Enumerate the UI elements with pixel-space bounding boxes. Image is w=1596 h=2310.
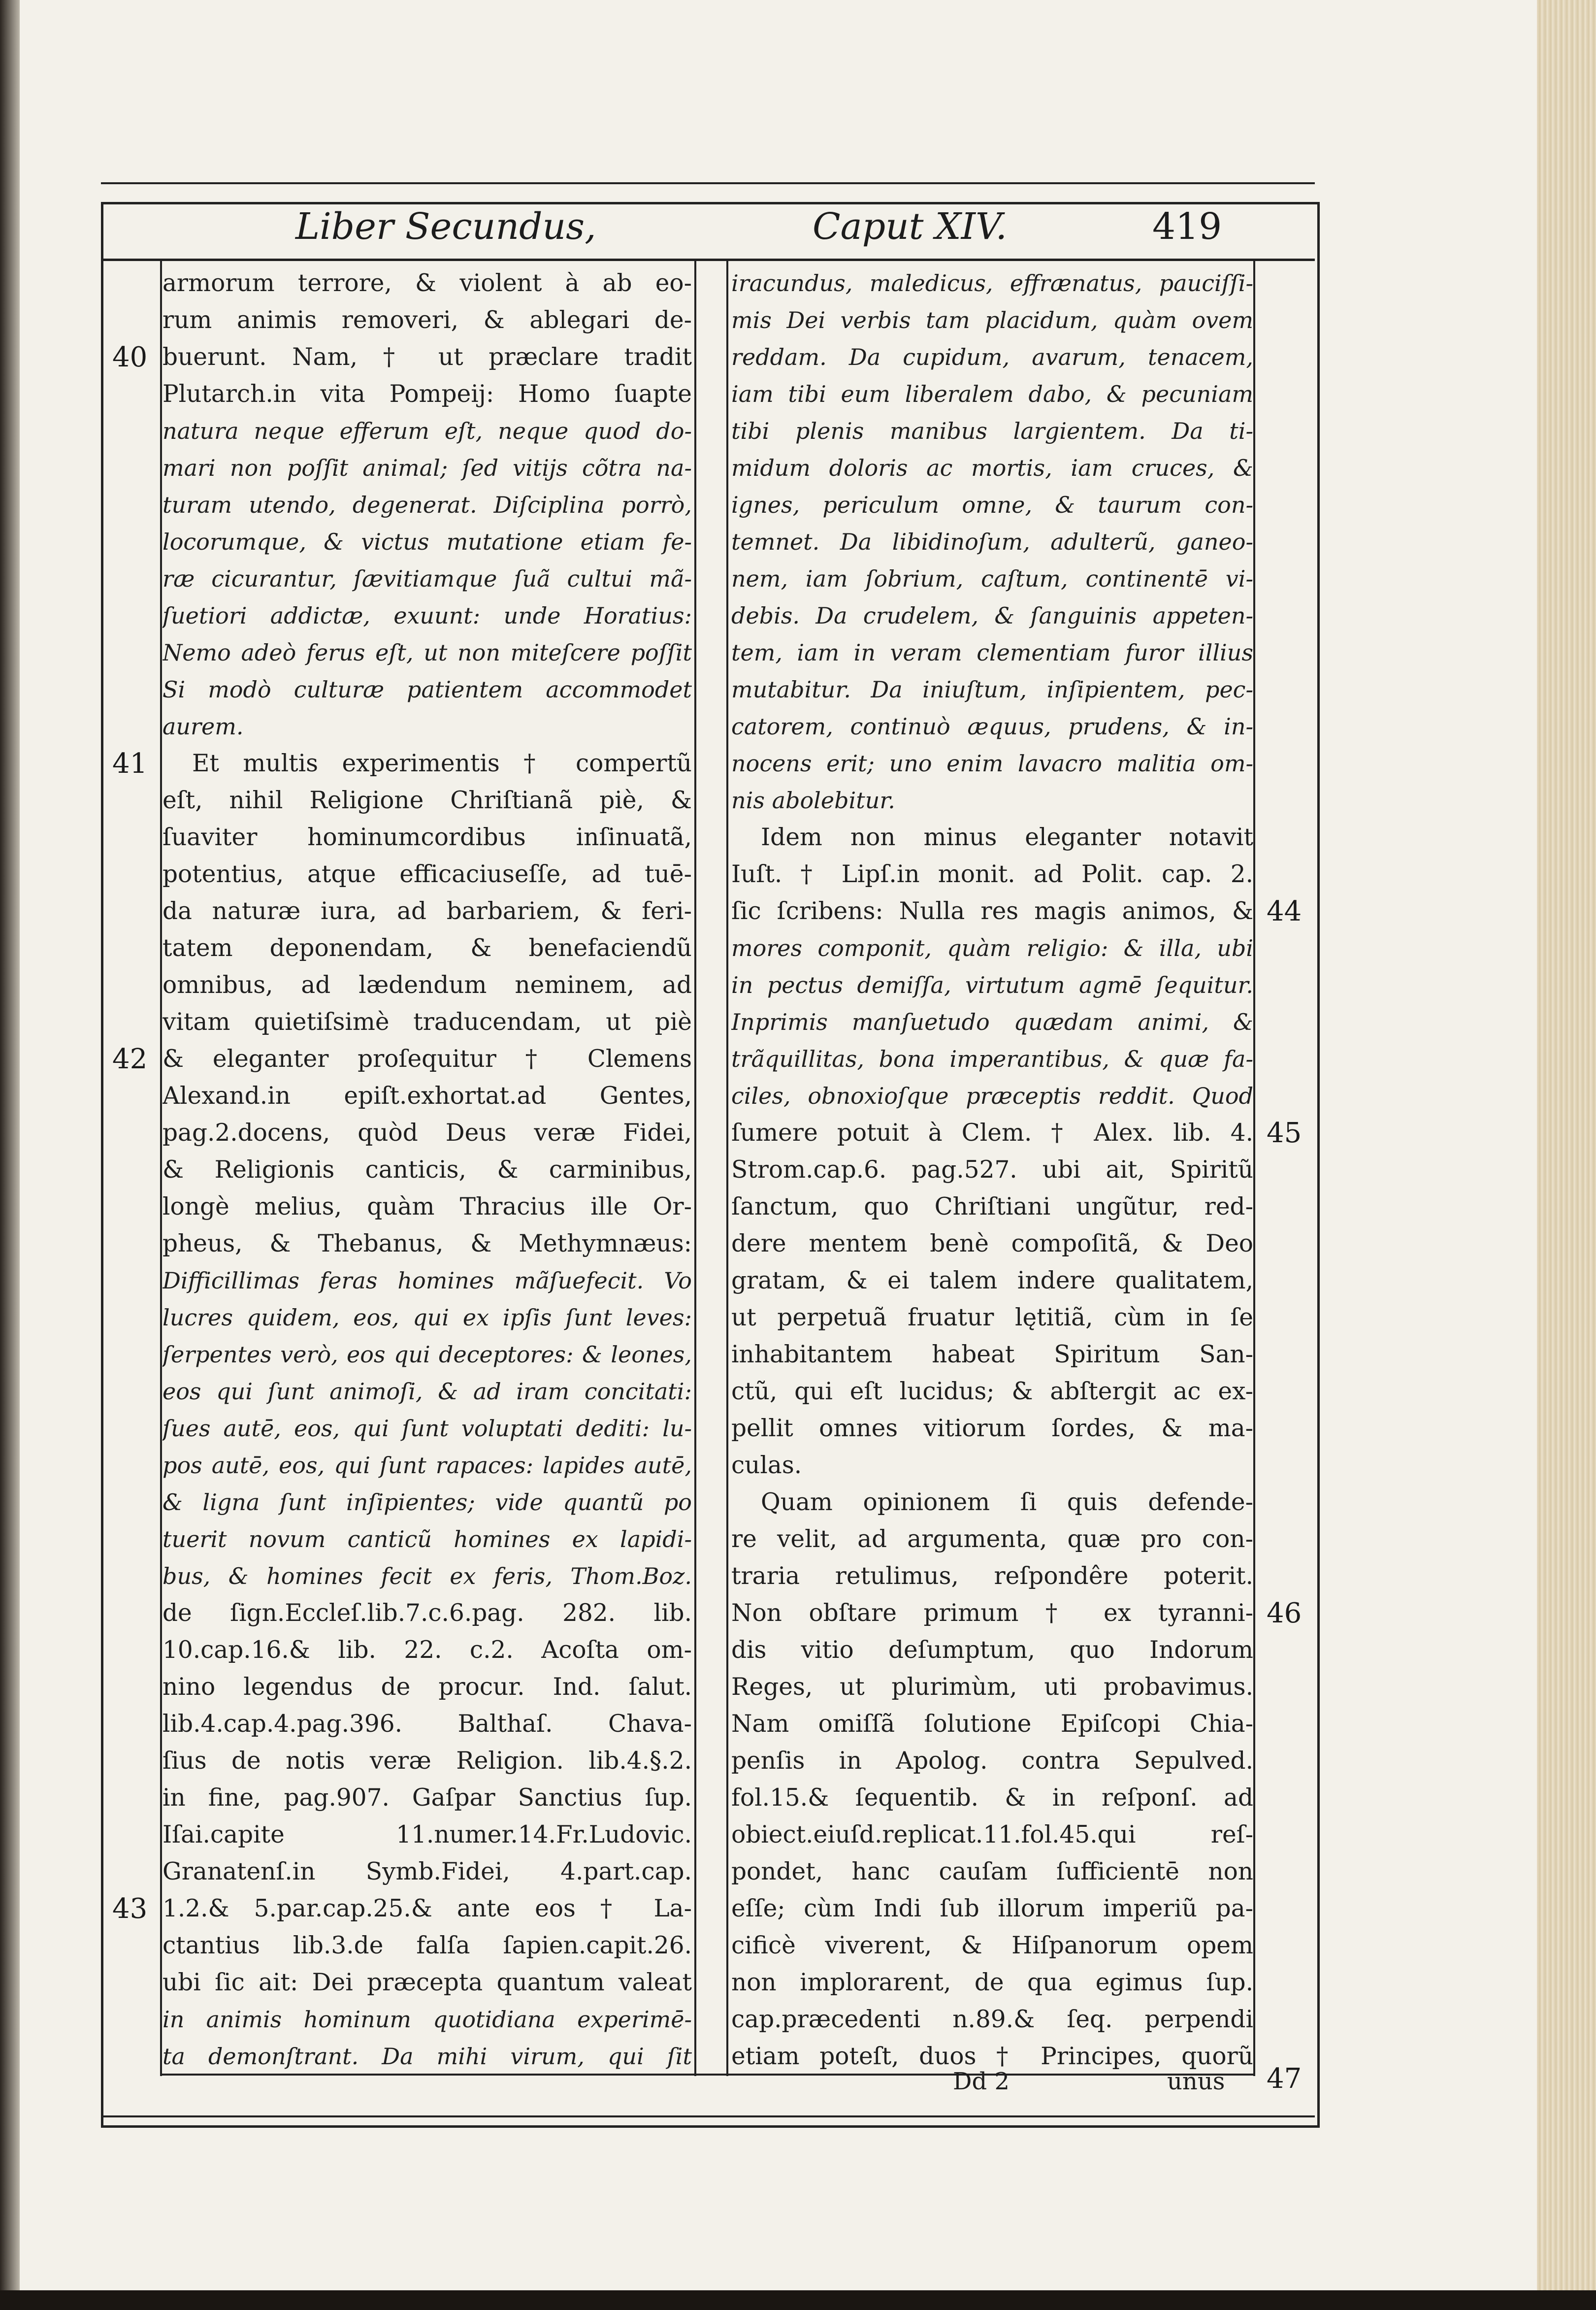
- text-line: iracundus, maledicus, effrænatus, pauciſſi-: [731, 270, 1253, 297]
- text-line: Idem non minus eleganter notavit: [761, 824, 1253, 851]
- margin-number: 41: [112, 748, 148, 780]
- text-line: nis abolebitur.: [731, 787, 895, 814]
- text-line: tibi plenis manibus largientem. Da ti-: [731, 418, 1253, 444]
- text-line: Inprimis manſuetudo quædam animi, &: [731, 1009, 1253, 1035]
- text-line: vitam quietiſsimè traducendam, ut piè: [163, 1008, 692, 1036]
- text-line: 10.cap.16.& lib. 22. c.2. Acoſta om-: [163, 1636, 692, 1664]
- text-line: ræ cicurantur, ſævitiamque ſuã cultui mã-: [163, 565, 692, 592]
- text-line: Strom.cap.6. pag.527. ubi ait, Spiritũ: [731, 1156, 1253, 1184]
- text-line: mari non poſſit animal; ſed vitijs cõtra na-: [163, 455, 692, 481]
- text-line: mis Dei verbis tam placidum, quàm ovem: [731, 307, 1253, 333]
- text-line: traria retulimus, reſpondêre poterit.: [731, 1562, 1253, 1590]
- text-line: obiect.eiuſd.replicat.11.fol.45.qui reſ-: [731, 1821, 1253, 1848]
- text-line: gratam, & ei talem indere qualitatem,: [731, 1267, 1253, 1294]
- text-line: & Religionis canticis, & carminibus,: [163, 1156, 692, 1184]
- text-line: nem, iam ſobrium, caſtum, continentē vi-: [731, 565, 1253, 592]
- text-line: nino legendus de procur. Ind. ſalut.: [163, 1673, 692, 1701]
- text-line: cap.præcedenti n.89.& ſeq. perpendi: [731, 2006, 1253, 2033]
- text-line: Et multis experimentis † compertũ: [192, 750, 692, 777]
- text-line: debis. Da crudelem, & ſanguinis appeten-: [731, 602, 1253, 629]
- text-line: 1.2.& 5.par.cap.25.& ante eos † La-: [163, 1895, 692, 1922]
- running-head-book: Liber Secundus,: [295, 205, 596, 248]
- text-line: ut perpetuã fruatur lętitiã, cùm in ſe: [731, 1304, 1253, 1331]
- text-line: ctantius lib.3.de falſa ſapien.capit.26.: [163, 1932, 692, 1959]
- text-line: in animis hominum quotidiana experimē-: [163, 2006, 692, 2033]
- text-line: cificè viverent, & Hiſpanorum opem: [731, 1932, 1253, 1959]
- text-line: ſius de notis veræ Religion. lib.4.§.2.: [163, 1747, 692, 1775]
- page-binding: [0, 0, 20, 2310]
- text-line: buerunt. Nam, † ut præclare tradit: [163, 343, 692, 371]
- text-line: lib.4.cap.4.pag.396. Balthaſ. Chava-: [163, 1710, 692, 1738]
- text-line: pondet, hanc cauſam ſufficientē non: [731, 1858, 1253, 1885]
- text-line: ſuaviter hominumcordibus inſinuatã,: [163, 824, 692, 851]
- text-line: pos autē, eos, qui ſunt rapaces: lapides autē,: [163, 1452, 692, 1479]
- text-line: catorem, continuò æquus, prudens, & in-: [731, 713, 1253, 740]
- text-line: & ligna ſunt inſipientes; vide quantũ po: [163, 1489, 692, 1516]
- right-margin-rule: [1253, 259, 1255, 2076]
- text-line: in pectus demiſſa, virtutum agmē ſequitur.: [731, 972, 1253, 998]
- text-line: Granatenſ.in Symb.Fidei, 4.part.cap.: [163, 1858, 692, 1885]
- text-line: midum doloris ac mortis, iam cruces, &: [731, 455, 1253, 481]
- text-line: tuerit novum canticũ homines ex lapidi-: [163, 1526, 692, 1552]
- text-line: reddam. Da cupidum, avarum, tenacem,: [731, 344, 1253, 370]
- text-line: & eleganter proſequitur † Clemens: [163, 1045, 692, 1073]
- top-rule: [101, 182, 1315, 184]
- text-line: turam utendo, degenerat. Diſciplina porrò,: [163, 492, 692, 518]
- page-edges: [1537, 0, 1596, 2310]
- column-rule-right: [726, 259, 728, 2076]
- text-line: ſerpentes verò, eos qui deceptores: & leones,: [163, 1341, 692, 1368]
- text-line: eſſe; cùm Indi ſub illorum imperiũ pa-: [731, 1895, 1253, 1922]
- text-line: ſanctum, quo Chriſtiani ungũtur, red-: [731, 1193, 1253, 1221]
- text-line: rum animis removeri, & ablegari de-: [163, 306, 692, 334]
- text-line: non implorarent, de qua egimus ſup.: [731, 1969, 1253, 1996]
- text-line: de ſign.Eccleſ.lib.7.c.6.pag. 282. lib.: [163, 1599, 692, 1627]
- text-line: penſis in Apolog. contra Sepulved.: [731, 1747, 1253, 1775]
- text-line: Iſai.capite 11.numer.14.Fr.Ludovic.: [163, 1821, 692, 1848]
- text-line: da naturæ iura, ad barbariem, & feri-: [163, 897, 692, 925]
- text-line: ctũ, qui eſt lucidus; & abſtergit ac ex-: [731, 1378, 1253, 1405]
- text-line: fol.15.& ſequentib. & in reſponſ. ad: [731, 1784, 1253, 1812]
- text-line: Quam opinionem ſi quis defende-: [761, 1488, 1253, 1516]
- header-rule: [101, 259, 1315, 261]
- signature-mark: Dd 2: [953, 2068, 1010, 2095]
- text-line: eos qui ſunt animoſi, & ad iram concitati:: [163, 1378, 692, 1405]
- text-line: mores componit, quàm religio: & illa, ubi: [731, 935, 1253, 961]
- margin-number: 46: [1267, 1597, 1302, 1629]
- text-line: omnibus, ad lædendum neminem, ad: [163, 971, 692, 999]
- text-line: Nam omiſſã ſolutione Epiſcopi Chia-: [731, 1710, 1253, 1738]
- text-line: Difficillimas feras homines mãſuefecit. Vo: [163, 1267, 692, 1294]
- text-line: nocens erit; uno enim lavacro malitia om-: [731, 750, 1253, 777]
- text-line: bus, & homines fecit ex feris, Thom.Boz.: [163, 1563, 692, 1589]
- text-line: tem, iam in veram clementiam furor illius: [731, 639, 1253, 666]
- text-line: ſues autē, eos, qui ſunt voluptati dediti: lu-: [163, 1415, 692, 1442]
- text-line: ubi ſic ait: Dei præcepta quantum valeat: [163, 1969, 692, 1996]
- text-line: Si modò culturæ patientem accommodet: [163, 676, 692, 703]
- text-line: armorum terrore, & violent à ab eo-: [163, 269, 692, 297]
- text-line: lucres quidem, eos, qui ex ipſis ſunt leves:: [163, 1304, 692, 1331]
- page-number: 419: [1152, 205, 1222, 248]
- text-line: Iuſt. † Lipſ.in monit. ad Polit. cap. 2.: [731, 860, 1253, 888]
- text-line: pellit omnes vitiorum ſordes, & ma-: [731, 1415, 1253, 1442]
- left-text-column: [163, 265, 692, 2075]
- right-text-column: [731, 265, 1253, 2075]
- text-line: longè melius, quàm Thracius ille Or-: [163, 1193, 692, 1221]
- text-line: inhabitantem habeat Spiritum San-: [731, 1341, 1253, 1368]
- text-line: pag.2.docens, quòd Deus veræ Fidei,: [163, 1119, 692, 1147]
- margin-number: 42: [112, 1043, 148, 1075]
- catchword: unus: [1167, 2068, 1225, 2095]
- text-line: ciles, obnoxioſque præceptis reddit. Quod: [731, 1083, 1253, 1109]
- margin-number: 40: [112, 341, 148, 373]
- text-line: ſumere potuit à Clem. † Alex. lib. 4.: [731, 1119, 1253, 1147]
- text-line: natura neque efferum eſt, neque quod do-: [163, 418, 692, 444]
- text-line: re velit, ad argumenta, quæ pro con-: [731, 1525, 1253, 1553]
- bottom-rule: [101, 2115, 1315, 2117]
- left-margin-rule: [160, 259, 162, 2076]
- text-line: iam tibi eum liberalem dabo, & pecuniam: [731, 381, 1253, 407]
- text-line: in fine, pag.907. Gaſpar Sanctius ſup.: [163, 1784, 692, 1812]
- text-line: ſuetiori addictæ, exuunt: unde Horatius:: [163, 602, 692, 629]
- text-line: ta demonſtrant. Da mihi virum, qui ſit: [163, 2043, 692, 2070]
- text-line: Alexand.in epiſt.exhortat.ad Gentes,: [163, 1082, 692, 1110]
- margin-number: 43: [112, 1893, 148, 1925]
- text-line: eſt, nihil Religione Chriſtianã piè, &: [163, 787, 692, 814]
- text-line: Plutarch.in vita Pompeij: Homo ſuapte: [163, 380, 692, 408]
- text-line: potentius, atque efficaciuseſſe, ad tuē-: [163, 860, 692, 888]
- text-line: Reges, ut plurimùm, uti probavimus.: [731, 1673, 1253, 1701]
- text-line: dere mentem benè compoſitã, & Deo: [731, 1230, 1253, 1257]
- text-line: locorumque, & victus mutatione etiam fe-: [163, 528, 692, 555]
- text-line: culas.: [731, 1452, 802, 1479]
- text-line: ignes, periculum omne, & taurum con-: [731, 492, 1253, 518]
- text-line: etiam poteſt, duos † Principes, quorũ: [731, 2043, 1253, 2070]
- column-rule-left: [694, 259, 696, 2076]
- text-line: aurem.: [163, 713, 244, 740]
- text-line: Nemo adeò ferus eſt, ut non miteſcere poſſit: [163, 639, 692, 666]
- text-line: mutabitur. Da iniuſtum, inſipientem, pec-: [731, 676, 1253, 703]
- text-line: dis vitio deſumptum, quo Indorum: [731, 1636, 1253, 1664]
- running-head-chapter: Caput XIV.: [813, 205, 1007, 248]
- text-line: temnet. Da libidinoſum, adulterũ, ganeo-: [731, 528, 1253, 555]
- text-line: tatem deponendam, & benefaciendũ: [163, 934, 692, 962]
- scan-bottom-edge: [0, 2290, 1596, 2310]
- text-line: ſic ſcribens: Nulla res magis animos, &: [731, 897, 1253, 925]
- margin-number: 47: [1267, 2063, 1302, 2095]
- margin-number: 45: [1267, 1117, 1302, 1149]
- text-line: trãquillitas, bona imperantibus, & quæ fa-: [731, 1046, 1253, 1072]
- margin-number: 44: [1267, 895, 1302, 927]
- text-line: Non obſtare primum † ex tyranni-: [731, 1599, 1253, 1627]
- text-line: pheus, & Thebanus, & Methymnæus:: [163, 1230, 692, 1257]
